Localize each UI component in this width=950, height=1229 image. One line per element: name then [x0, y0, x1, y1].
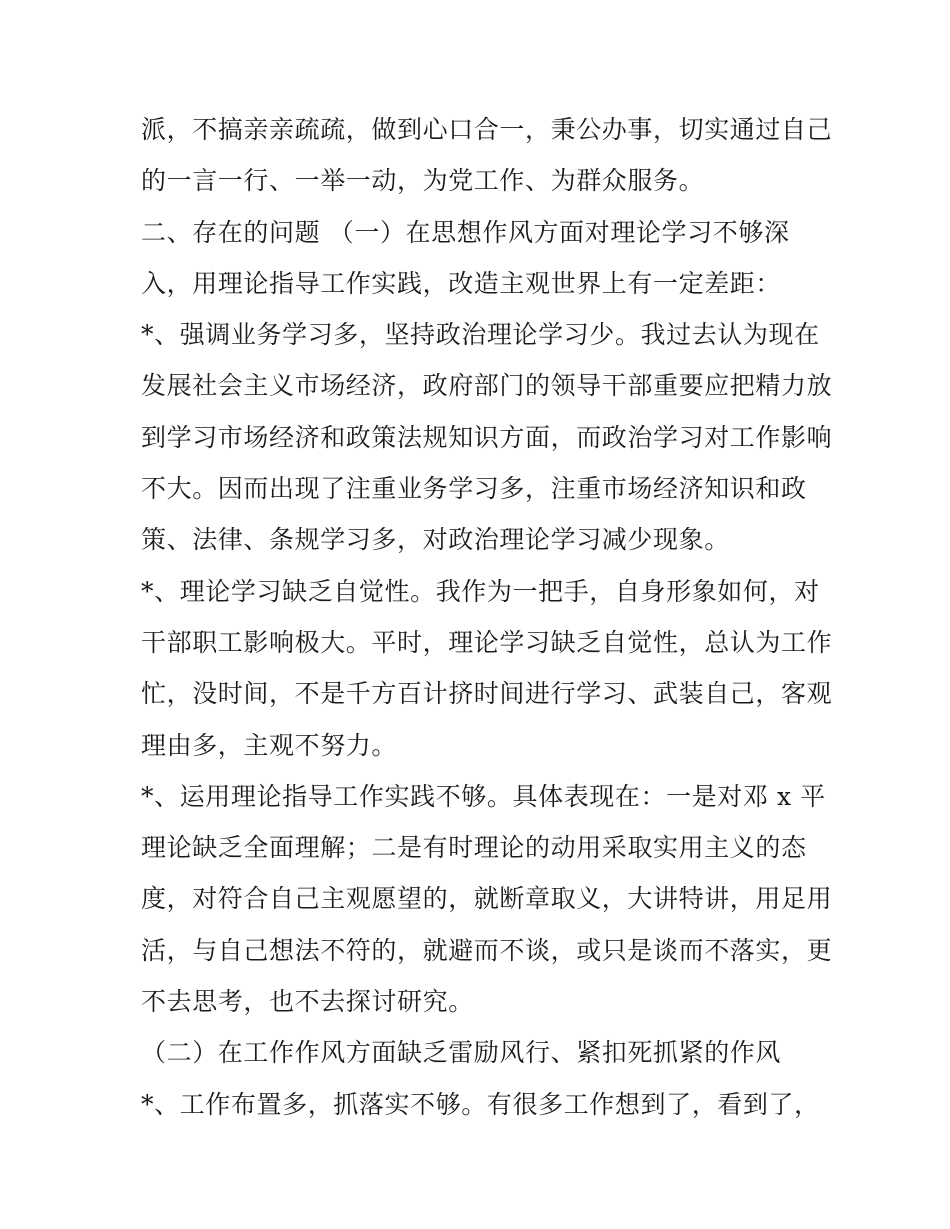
- text-line: 活，与自己想法不符的，就避而不谈，或只是谈而不落实，更: [141, 935, 833, 965]
- list-item-line: *、强调业务学习多，坚持政治理论学习少。我过去认为现在: [141, 320, 820, 350]
- text-line: 不大。因而出现了注重业务学习多，注重市场经济知识和政: [141, 474, 807, 504]
- text-line: 度，对符合自己主观愿望的，就断章取义，大讲特讲，用足用: [141, 884, 833, 914]
- list-item-line: *、理论学习缺乏自觉性。我作为一把手，自身形象如何，对: [141, 576, 820, 606]
- list-item-line: *、工作布置多，抓落实不够。有很多工作想到了，看到了，: [141, 1089, 820, 1119]
- text-line: 理由多，主观不努力。: [141, 730, 398, 760]
- text-line: 不去思考，也不去探讨研究。: [141, 987, 474, 1017]
- text-line: 派，不搞亲亲疏疏，做到心口合一，秉公办事，切实通过自己: [141, 115, 833, 144]
- subsection-heading-line: （二）在工作作风方面缺乏雷励风行、紧扣死抓紧的作风: [141, 1038, 782, 1068]
- list-item-line: *、运用理论指导工作实践不够。具体表现在：一是对邓 x 平: [141, 781, 826, 811]
- text-line: 干部职工影响极大。平时，理论学习缺乏自觉性，总认为工作: [141, 627, 833, 657]
- text-line: 策、法律、条规学习多，对政治理论学习减少现象。: [141, 525, 730, 555]
- text-line: 发展社会主义市场经济，政府部门的领导干部重要应把精力放: [141, 371, 833, 401]
- text-line: 入，用理论指导工作实践，改造主观世界上有一定差距：: [141, 268, 782, 298]
- text-line: 到学习市场经济和政策法规知识方面，而政治学习对工作影响: [141, 422, 833, 452]
- document-body: [141, 104, 833, 1130]
- section-heading-line: 二、存在的问题 （一）在思想作风方面对理论学习不够深: [141, 217, 790, 247]
- text-line: 忙，没时间，不是千方百计挤时间进行学习、武装自己，客观: [141, 679, 833, 709]
- text-line: 理论缺乏全面理解；二是有时理论的动用采取实用主义的态: [141, 833, 807, 863]
- text-line: 的一言一行、一举一动，为党工作、为群众服务。: [141, 166, 705, 196]
